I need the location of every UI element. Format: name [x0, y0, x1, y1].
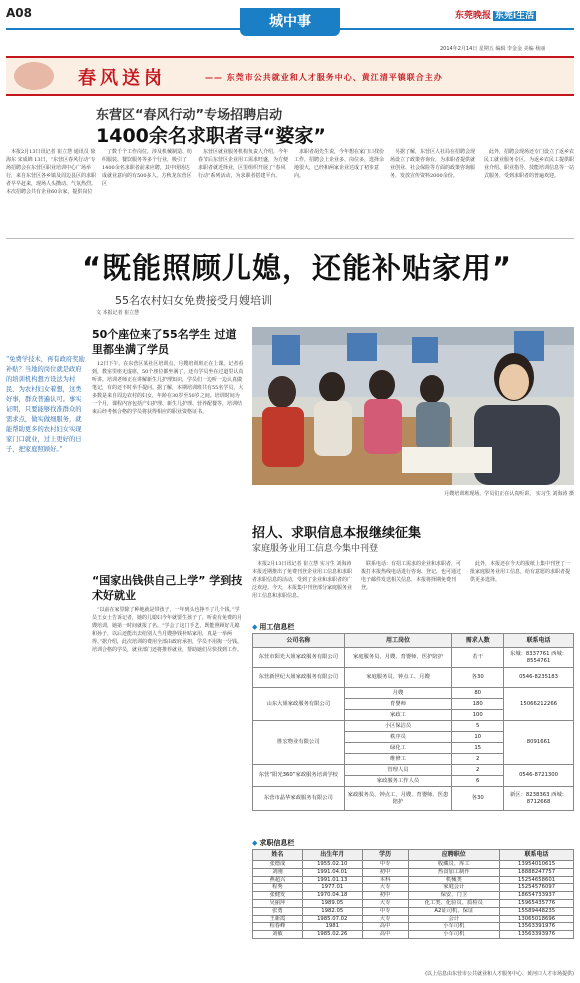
seeker-name: 程秀 — [253, 884, 303, 892]
job-position: 绿化工 — [344, 743, 452, 754]
seeker-phone: 15254658601 — [500, 876, 574, 884]
job-position: 维修工 — [344, 754, 452, 765]
seeker-edu: 本科 — [362, 876, 408, 884]
seekers-col-birth: 出生年月 — [302, 850, 362, 861]
seeker-birth: 1970.04.18 — [302, 892, 362, 900]
seeker-job: 热食加工制作 — [408, 868, 500, 876]
article1-col5: 另据了解，东营区人社局在招聘会现场设立了政策咨询台，为求职者提供就业创业、社会保险等方面的政策咨询服务，发放宣传资料2000余份。 — [390, 149, 476, 179]
table-row — [253, 907, 574, 915]
article3-col3: 此外，本报还在今天的报纸上集中刊登了一批家庭服务业用工信息，给有意愿的求职者提供更多选择。 — [470, 561, 571, 583]
table-row — [253, 876, 574, 884]
seeker-birth: 1991.04.01 — [302, 868, 362, 876]
article2-title: “既能照顾儿媳，还能补贴家用” — [82, 251, 513, 285]
job-position: 小区保洁员 — [344, 721, 452, 732]
table-row — [253, 868, 574, 876]
seeker-job: 机械类 — [408, 876, 500, 884]
seeker-name: 吴丽萍 — [253, 899, 303, 907]
seekers-col-job: 应聘职位 — [408, 850, 500, 861]
article1-col2: 了数千个工作岗位，涉及机械制造、纺织服装、餐饮服务等多个行业，吸引了1400余名求职者前来应聘，其中现场达成就业意向的有500多人。方秋龙东营区区 — [102, 149, 192, 187]
article2-subtitle: 55名农村妇女免费接受月嫂培训 — [115, 294, 272, 307]
article1-kicker: 东营区“春风行动”专场招聘启动 — [96, 108, 283, 123]
seeker-birth: 1989.05 — [302, 899, 362, 907]
table-row — [253, 688, 574, 699]
seekers-table — [252, 849, 574, 939]
seeker-edu: 大专 — [362, 884, 408, 892]
job-count: 2 — [452, 765, 504, 776]
seeker-birth: 1955.02.10 — [302, 861, 362, 869]
job-phone: 15066212266 — [504, 688, 574, 721]
job-position: 育婴师 — [344, 699, 452, 710]
job-phone: 8091661 — [504, 721, 574, 765]
job-count: 10 — [452, 732, 504, 743]
jobs-header-row — [253, 634, 574, 648]
seekers-table-heading: ◆ 求职信息栏 — [252, 838, 294, 848]
training-photo-image — [252, 327, 574, 485]
job-count: 15 — [452, 743, 504, 754]
seeker-birth: 1985.07.02 — [302, 915, 362, 923]
jobs-col-phone: 联系电话 — [504, 634, 574, 648]
job-count: 各30 — [452, 668, 504, 688]
jobs-table-wrap — [252, 633, 574, 811]
seeker-phone: 13065018696 — [500, 915, 574, 923]
seeker-phone: 13563391976 — [500, 923, 574, 931]
page-number: A08 — [6, 6, 32, 20]
seekers-col-name: 姓名 — [253, 850, 303, 861]
table-row — [253, 668, 574, 688]
table-row — [253, 915, 574, 923]
article2-subhead1: 50个座位来了55名学生 过道里都坐满了学员 — [92, 328, 237, 356]
issue-line: 2014年2月14日 星期五 编辑 李金金 美编 杨丽 — [440, 46, 546, 52]
seeker-edu: 高中 — [362, 931, 408, 939]
job-company: 东营新世纪大姐家政服务有限公司 — [253, 668, 345, 688]
table-footnote: (以上信息由东营市公共就业和人才服务中心、黄河口人才市场提供) — [425, 971, 574, 977]
seeker-name: 王新霞 — [253, 915, 303, 923]
seekers-table-wrap — [252, 849, 574, 939]
article1-col4: 求职者胡先生说，今年想在家门口找份工作，招聘会上企业多、岗位多，选择余地很大，已经和两家企业达成了初步意向。 — [294, 149, 384, 179]
seeker-edu: 大专 — [362, 915, 408, 923]
seeker-edu: 高中 — [362, 923, 408, 931]
training-photo — [252, 327, 574, 485]
job-position: 秩序员 — [344, 732, 452, 743]
table-row — [253, 861, 574, 869]
seeker-phone: 18888247757 — [500, 868, 574, 876]
job-position: 管理人员 — [344, 765, 452, 776]
job-phone: 0546-8235183 — [504, 668, 574, 688]
article2-body — [92, 327, 244, 976]
job-count: 2 — [452, 754, 504, 765]
seeker-job: 家庭会计 — [408, 884, 500, 892]
job-position: 家政服务员、钟点工、月嫂、育婴师、医患陪护 — [344, 787, 452, 811]
article2-body2: “以前在家里除了种地就是带孩子，一年到头也挣不了几个钱。”学员王女士告诉记者，她的儿媳妇今年就要生孩子了，听说有免费的月嫂培训，她第一时间就报了名。“学会了这门手艺，既能照顾好儿媳和孙子，以后还能出去给别人当月嫂挣钱补贴家用，真是一举两得。”据介绍，此次培训的费用全部由政府承担，学员不用掏一分钱。培训合格的学员，就业部门还将推荐就业，帮助她们尽快找到工作。 — [92, 607, 243, 653]
job-company: 东营“阳光360”家政服务培训学校 — [253, 765, 345, 787]
seekers-col-phone: 联系电话 — [500, 850, 574, 861]
lantern-icon — [14, 62, 54, 90]
seeker-name: 张德成 — [253, 861, 303, 869]
table-row — [253, 884, 574, 892]
editor-note: “免费学技术，再有政府奖励补贴？当地的岗位就是政府的培训机构想方设法为村民、为农村妇女着想，这类好事，群众普遍认可。事实证明，只要能够找准群众的需求点，做实做细服务，就能帮助更多的农村妇女实现家门口就业，过上更好的日子，把家庭照顾好。” — [6, 356, 85, 453]
seeker-job: 收藏员、库工 — [408, 861, 500, 869]
job-count: 80 — [452, 688, 504, 699]
seeker-edu: 中专 — [362, 907, 408, 915]
seeker-name: 刘刚 — [253, 868, 303, 876]
seeker-job: 化工类、化验员、质检员 — [408, 899, 500, 907]
seeker-edu: 中专 — [362, 861, 408, 869]
job-count: 6 — [452, 776, 504, 787]
job-company: 胜宏物业有限公司 — [253, 721, 345, 765]
seeker-birth: 1985.02.26 — [302, 931, 362, 939]
table-row — [253, 721, 574, 732]
jobs-table — [252, 633, 574, 811]
banner-subtitle: —— 东莞市公共就业和人才服务中心、黄江清平镇联合主办 — [205, 73, 443, 82]
job-position: 家政服务工作人员 — [344, 776, 452, 787]
section-title: 城中事 — [240, 8, 340, 36]
table-row — [253, 892, 574, 900]
article1-col6: 此外，招聘会现场还专门设立了返乡农民工就业服务专区，为返乡农民工提供职业介绍、职业指导、技能培训信息等一站式服务，受到求职者的普遍欢迎。 — [484, 149, 574, 179]
seeker-job: 会计 — [408, 915, 500, 923]
table-row — [253, 648, 574, 668]
seeker-name: 程春峰 — [253, 923, 303, 931]
job-position: 家政工 — [344, 710, 452, 721]
job-company: 东营市晶华家政服务有限公司 — [253, 787, 345, 811]
job-position: 家庭服务员、月嫂、育婴师、医护陪护 — [344, 648, 452, 668]
seeker-name: 张勇 — [253, 907, 303, 915]
seeker-name: 张健发 — [253, 892, 303, 900]
jobs-col-count: 需求人数 — [452, 634, 504, 648]
jobs-col-company: 公司名称 — [253, 634, 345, 648]
seeker-name: 刘敏 — [253, 931, 303, 939]
seeker-birth: 1982.05 — [302, 907, 362, 915]
table-row — [253, 899, 574, 907]
seeker-edu: 大专 — [362, 899, 408, 907]
seeker-job: 小车司机 — [408, 923, 500, 931]
job-phone: 东城：8337761 西城：8554761 — [504, 648, 574, 668]
article2-subhead2: “国家出钱供自己上学” 学到技术好就业 — [92, 574, 243, 602]
seekers-header-row — [253, 850, 574, 861]
seeker-phone: 13563393976 — [500, 931, 574, 939]
seeker-phone: 13954010615 — [500, 861, 574, 869]
divider — [6, 238, 574, 239]
seeker-name: 燕超兴 — [253, 876, 303, 884]
job-count: 各30 — [452, 787, 504, 811]
photo-caption: 月嫂培训班现场，学员们正在认真听讲。 实习生 刘海涛 摄 — [444, 491, 574, 497]
job-count: 180 — [452, 699, 504, 710]
paper-tag: 东莞i生活 — [495, 11, 535, 21]
seekers-col-edu: 学历 — [362, 850, 408, 861]
article1-col1: 本报2月13日讯记者 崔立慧 通讯员 徐海东 宋成锦 13日，“东营区春风行动”专场招聘会在东营区职业培训中心广场举行，来自东营区各乡镇及周边县区的求职者早早赶来，现场人头攒动、气氛热烈。本次招聘会共有企业60余家，提供岗位 — [6, 149, 96, 195]
seeker-phone: 18654733937 — [500, 892, 574, 900]
seeker-birth: 1991.01.13 — [302, 876, 362, 884]
table-row — [253, 765, 574, 776]
seeker-job: A2证司机、保证 — [408, 907, 500, 915]
seeker-job: 保安、门卫 — [408, 892, 500, 900]
article3-title: 招人、求职信息本报继续征集 — [252, 526, 422, 541]
job-count: 若干 — [452, 648, 504, 668]
article3-subtitle: 家庭服务业用工信息今集中刊登 — [252, 544, 379, 554]
job-count: 5 — [452, 721, 504, 732]
table-row — [253, 787, 574, 811]
seeker-phone: 15589448235 — [500, 907, 574, 915]
seeker-phone: 15965435776 — [500, 899, 574, 907]
paper-name: 东莞晚报 — [455, 11, 492, 21]
job-phone: 0546-8721300 — [504, 765, 574, 787]
job-position: 家庭服务员、钟点工、月嫂 — [344, 668, 452, 688]
seeker-edu: 初中 — [362, 892, 408, 900]
article2-body1: 12日下午，在东营区某社区培训点，月嫂培训班正在上课。记者看到，教室里座无虚席，50个座位都坐满了，还有学员坐在过道里认真听讲。培训老师正在讲解新生儿护理知识，学员们一边听一边认真做笔记，有的还不时举手提问。据了解，本期培训班共有55名学员，大多数是来自周边农村的妇女，年龄在30岁至50岁之间。培训时间为一个月，课程内容包括产妇护理、新生儿护理、营养配餐等，培训结束后经考核合格的学员将获得相应的职业资格证书。 — [92, 361, 244, 415]
job-phone: 新区：8238363 西城：8712668 — [504, 787, 574, 811]
banner-title: 春风送岗 — [78, 68, 166, 89]
article3-col1: 本报2月13日讯记者 崔立慧 实习生 刘海涛 本报近期推出了免费刊登企业用工信息和求职者求职信息的活动，受到了企业和求职者的广泛欢迎。今天，本报集中刊登部分家庭服务业用工信息和求职信息。 — [252, 561, 353, 599]
seeker-phone: 15254576097 — [500, 884, 574, 892]
job-company: 山东大姐家政服务有限公司 — [253, 688, 345, 721]
article3-col2: 联系电话：有招工需求的企业和求职者，可拨打本报热线电话进行咨询、登记，也可通过电子邮件发送相关信息，本报将择期免费刊登。 — [361, 561, 462, 591]
job-count: 100 — [452, 710, 504, 721]
paper-logo — [455, 8, 536, 21]
table-row — [253, 931, 574, 939]
article2-byline: 文 本报记者 崔立慧 — [96, 310, 140, 316]
article1-title: 1400余名求职者寻“婆家” — [96, 125, 326, 147]
seeker-birth: 1977.01 — [302, 884, 362, 892]
seeker-birth: 1981 — [302, 923, 362, 931]
seeker-job: 小车司机 — [408, 931, 500, 939]
seeker-edu: 初中 — [362, 868, 408, 876]
job-position: 月嫂 — [344, 688, 452, 699]
jobs-table-heading: ◆ 用工信息栏 — [252, 622, 294, 632]
article1-col3: 东营区就业服务机构负责人介绍，今年春节后东营区企业用工需求旺盛，为方便求职者就近择业，区里组织开展了“春风行动”系列活动，为求职者搭建平台。 — [198, 149, 288, 179]
jobs-col-position: 用工岗位 — [344, 634, 452, 648]
table-row — [253, 923, 574, 931]
job-company: 东营市阳光大姐家政服务有限公司 — [253, 648, 345, 668]
seekers-body — [253, 861, 574, 939]
